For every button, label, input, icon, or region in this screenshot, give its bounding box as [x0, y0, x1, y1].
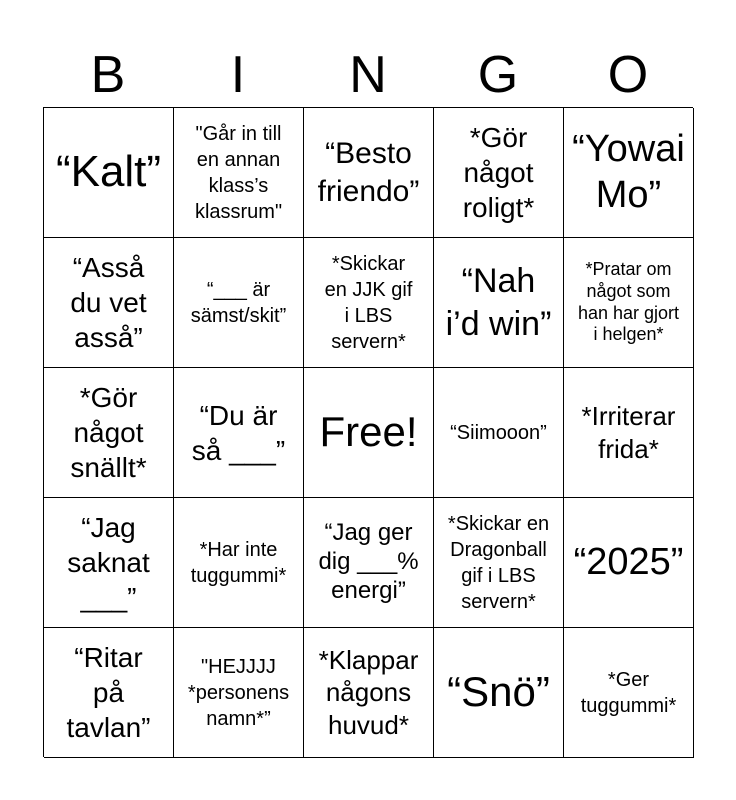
bingo-cell[interactable]	[304, 628, 434, 758]
cell-text: *Gör något roligt*	[462, 122, 535, 223]
bingo-cell[interactable]	[304, 238, 434, 368]
cell-text: “Asså du vet asså”	[70, 252, 147, 353]
header-letter-n: N	[349, 46, 387, 104]
bingo-cell[interactable]	[564, 368, 694, 498]
cell-text: "HEJJJJ *personens namn*”	[187, 655, 290, 730]
cell-text: “Nah i’d win”	[445, 262, 552, 343]
bingo-cell[interactable]	[44, 108, 174, 238]
bingo-cell[interactable]	[564, 108, 694, 238]
bingo-cell[interactable]	[174, 238, 304, 368]
header-letter-g: G	[477, 46, 519, 104]
cell-text: "Går in till en annan klass’s klassrum"	[194, 122, 283, 223]
cell-text: “Kalt”	[55, 147, 162, 197]
cell-text: *Irriterar frida*	[581, 401, 676, 464]
cell-text: “Du är så ___”	[191, 399, 286, 466]
cell-text: *Klappar någons huvud*	[318, 644, 419, 740]
cell-text: *Skickar en JJK gif i LBS servern*	[324, 252, 413, 353]
bingo-cell[interactable]	[44, 238, 174, 368]
bingo-cell[interactable]	[564, 628, 694, 758]
cell-text: *Pratar om något som han har gjort i helgen*	[577, 259, 680, 345]
bingo-cell[interactable]	[174, 108, 304, 238]
header-letter-i: I	[230, 46, 246, 104]
bingo-cell[interactable]	[434, 628, 564, 758]
header-letter-o: O	[607, 46, 649, 104]
bingo-cell[interactable]	[174, 498, 304, 628]
cell-text: *Ger tuggummi*	[580, 668, 677, 717]
bingo-cell[interactable]	[564, 498, 694, 628]
cell-text: “Jag saknat ___”	[67, 512, 150, 613]
bingo-cell[interactable]	[434, 368, 564, 498]
cell-text: *Har inte tuggummi*	[190, 538, 287, 587]
cell-text: “Siimooon”	[450, 421, 547, 444]
bingo-cell[interactable]	[174, 368, 304, 498]
bingo-cell[interactable]	[44, 368, 174, 498]
bingo-cell[interactable]	[434, 238, 564, 368]
free-space-cell[interactable]	[304, 368, 434, 498]
bingo-cell[interactable]	[44, 628, 174, 758]
bingo-card-grid	[43, 107, 693, 757]
cell-text: “___ är sämst/skit”	[190, 278, 287, 327]
cell-text: *Gör något snällt*	[70, 382, 147, 483]
cell-text: “Yowai Mo”	[572, 127, 685, 216]
cell-text: “Jag ger dig ___% energi”	[318, 519, 419, 604]
cell-text: “2025”	[573, 540, 684, 583]
cell-text: “Ritar på tavlan”	[66, 642, 151, 743]
cell-text: “Besto friendo”	[317, 137, 420, 208]
header-letter-b: B	[90, 46, 126, 104]
free-space-text: Free!	[319, 408, 418, 456]
bingo-cell[interactable]	[434, 108, 564, 238]
bingo-cell[interactable]	[304, 108, 434, 238]
bingo-cell[interactable]	[44, 498, 174, 628]
bingo-cell[interactable]	[564, 238, 694, 368]
bingo-cell[interactable]	[174, 628, 304, 758]
cell-text: *Skickar en Dragonball gif i LBS servern*	[447, 512, 550, 613]
bingo-cell[interactable]	[304, 498, 434, 628]
cell-text: “Snö”	[447, 668, 550, 716]
bingo-header	[43, 46, 693, 104]
bingo-cell[interactable]	[434, 498, 564, 628]
